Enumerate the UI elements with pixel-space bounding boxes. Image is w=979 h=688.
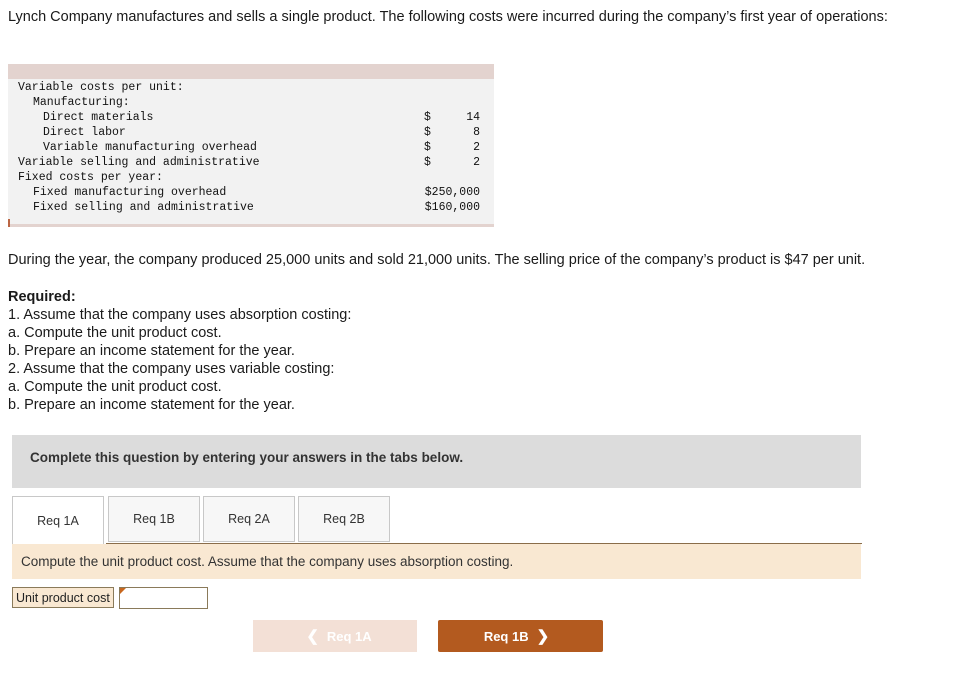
table-row: Direct labor $ 8: [43, 126, 480, 139]
input-corner-marker: [120, 588, 126, 594]
production-text: During the year, the company produced 25,000 units and sold 21,000 units. The selling price of the company’s product is $47 per unit.: [8, 252, 866, 268]
next-button-label: Req 1B: [483, 628, 529, 644]
table-row: Variable selling and administrative $ 2: [18, 156, 480, 169]
required-section: [8, 288, 351, 414]
tab-req-2b[interactable]: Req 2B: [298, 496, 390, 542]
next-button[interactable]: [438, 620, 603, 652]
tab-instruction: [12, 544, 861, 579]
table-row: Fixed manufacturing overhead $250,000: [33, 186, 480, 199]
chevron-right-icon: ❯: [536, 628, 550, 645]
tab-instruction-text: Compute the unit product cost. Assume that the company uses absorption costing.: [21, 554, 514, 569]
required-line: 2. Assume that the company uses variable costing:: [8, 361, 335, 377]
instruction-banner: [12, 435, 861, 488]
unit-product-cost-input[interactable]: [119, 587, 208, 609]
required-line: a. Compute the unit product cost.: [8, 325, 222, 341]
table-row: Fixed selling and administrative $160,000: [33, 201, 480, 214]
table-bottom-bar: [8, 224, 494, 227]
tab-req-2a[interactable]: Req 2A: [203, 496, 295, 542]
unit-product-cost-label: Unit product cost: [12, 587, 114, 608]
problem-intro: Lynch Company manufactures and sells a single product. The following costs were incurred during the company’s first year of operations:: [8, 9, 888, 25]
required-line: a. Compute the unit product cost.: [8, 379, 222, 395]
table-row: Direct materials $ 14: [43, 111, 480, 124]
table-corner-mark: [8, 219, 10, 227]
required-heading: Required:: [8, 289, 76, 305]
chevron-left-icon: ❮: [306, 628, 319, 645]
required-line: 1. Assume that the company uses absorption costing:: [8, 307, 352, 323]
prev-button[interactable]: [253, 620, 417, 652]
prev-button-label: Req 1A: [326, 628, 372, 644]
required-line: b. Prepare an income statement for the year.: [8, 397, 295, 413]
table-row: Variable manufacturing overhead $ 2: [43, 141, 480, 154]
required-line: b. Prepare an income statement for the year.: [8, 343, 295, 359]
banner-text: Complete this question by entering your answers in the tabs below.: [30, 450, 464, 465]
table-top-bar: [8, 64, 494, 79]
tab-req-1a[interactable]: Req 1A: [12, 496, 104, 544]
tab-req-1b[interactable]: Req 1B: [108, 496, 200, 542]
cost-table: Variable costs per unit: Manufacturing: Direct materials $ 14 Direct labor $ 8 Variable manufacturing overhead $ 2 Variable selling and administrative $ 2 Fixed costs per year: Fixed manufacturing overhead $250,000 Fixed selling and administrative $160,000: [8, 64, 494, 227]
